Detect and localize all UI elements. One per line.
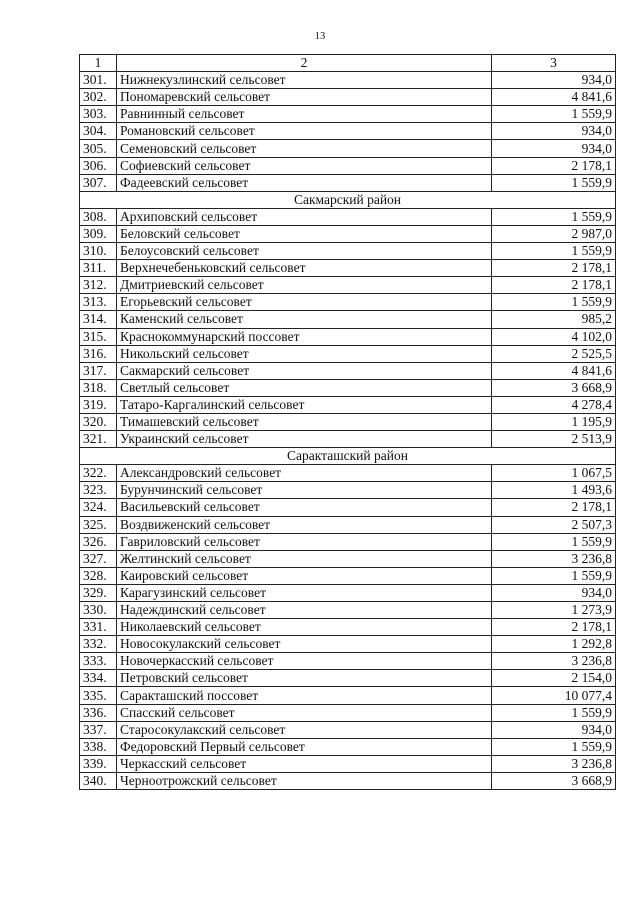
header-col-2: 2 bbox=[117, 55, 492, 72]
row-number: 320. bbox=[80, 413, 117, 430]
row-number: 325. bbox=[80, 516, 117, 533]
table-row bbox=[80, 602, 616, 619]
row-number: 331. bbox=[80, 619, 117, 636]
settlement-name: Романовский сельсовет bbox=[117, 123, 492, 140]
row-number: 306. bbox=[80, 157, 117, 174]
table-row bbox=[80, 294, 616, 311]
header-col-1: 1 bbox=[80, 55, 117, 72]
table-header-row bbox=[80, 55, 616, 72]
table-row bbox=[80, 567, 616, 584]
settlement-name: Каировский сельсовет bbox=[117, 567, 492, 584]
row-value: 934,0 bbox=[492, 123, 616, 140]
table-row bbox=[80, 345, 616, 362]
settlement-name: Белоусовский сельсовет bbox=[117, 243, 492, 260]
row-value: 1 493,6 bbox=[492, 482, 616, 499]
table-row bbox=[80, 619, 616, 636]
table-row bbox=[80, 208, 616, 225]
table-row bbox=[80, 550, 616, 567]
header-col-3: 3 bbox=[492, 55, 616, 72]
row-value: 2 178,1 bbox=[492, 499, 616, 516]
district-heading: Саракташский район bbox=[80, 448, 616, 465]
row-number: 328. bbox=[80, 567, 117, 584]
allocation-table bbox=[79, 54, 616, 790]
row-value: 2 178,1 bbox=[492, 619, 616, 636]
row-value: 1 559,9 bbox=[492, 294, 616, 311]
row-number: 324. bbox=[80, 499, 117, 516]
table-row bbox=[80, 157, 616, 174]
settlement-name: Украинский сельсовет bbox=[117, 431, 492, 448]
row-value: 4 278,4 bbox=[492, 396, 616, 413]
row-number: 316. bbox=[80, 345, 117, 362]
row-value: 1 559,9 bbox=[492, 243, 616, 260]
table-row bbox=[80, 72, 616, 89]
table-row bbox=[80, 687, 616, 704]
row-number: 310. bbox=[80, 243, 117, 260]
row-value: 2 178,1 bbox=[492, 157, 616, 174]
settlement-name: Краснокоммунарский поссовет bbox=[117, 328, 492, 345]
row-value: 934,0 bbox=[492, 140, 616, 157]
row-number: 305. bbox=[80, 140, 117, 157]
table-row bbox=[80, 396, 616, 413]
table-row bbox=[80, 140, 616, 157]
row-number: 314. bbox=[80, 311, 117, 328]
row-number: 311. bbox=[80, 260, 117, 277]
row-value: 1 559,9 bbox=[492, 106, 616, 123]
row-number: 330. bbox=[80, 602, 117, 619]
row-value: 1 559,9 bbox=[492, 738, 616, 755]
table-row bbox=[80, 482, 616, 499]
table-row bbox=[80, 260, 616, 277]
settlement-name: Равнинный сельсовет bbox=[117, 106, 492, 123]
row-value: 10 077,4 bbox=[492, 687, 616, 704]
settlement-name: Софиевский сельсовет bbox=[117, 157, 492, 174]
row-number: 321. bbox=[80, 431, 117, 448]
settlement-name: Спасский сельсовет bbox=[117, 704, 492, 721]
row-value: 1 559,9 bbox=[492, 567, 616, 584]
settlement-name: Каменский сельсовет bbox=[117, 311, 492, 328]
settlement-name: Воздвиженский сельсовет bbox=[117, 516, 492, 533]
settlement-name: Желтинский сельсовет bbox=[117, 550, 492, 567]
settlement-name: Сакмарский сельсовет bbox=[117, 362, 492, 379]
row-value: 985,2 bbox=[492, 311, 616, 328]
row-value: 3 668,9 bbox=[492, 772, 616, 789]
settlement-name: Архиповский сельсовет bbox=[117, 208, 492, 225]
row-value: 1 559,9 bbox=[492, 704, 616, 721]
settlement-name: Карагузинский сельсовет bbox=[117, 584, 492, 601]
table-row bbox=[80, 379, 616, 396]
row-number: 302. bbox=[80, 89, 117, 106]
table-row bbox=[80, 670, 616, 687]
table-row bbox=[80, 772, 616, 789]
table-row bbox=[80, 328, 616, 345]
table-row bbox=[80, 174, 616, 191]
settlement-name: Васильевский сельсовет bbox=[117, 499, 492, 516]
row-number: 326. bbox=[80, 533, 117, 550]
settlement-name: Николаевский сельсовет bbox=[117, 619, 492, 636]
row-number: 337. bbox=[80, 721, 117, 738]
page-number: 13 bbox=[314, 31, 326, 42]
row-value: 934,0 bbox=[492, 72, 616, 89]
table-row bbox=[80, 755, 616, 772]
table-row bbox=[80, 311, 616, 328]
row-number: 335. bbox=[80, 687, 117, 704]
row-number: 338. bbox=[80, 738, 117, 755]
row-value: 3 668,9 bbox=[492, 379, 616, 396]
table-row bbox=[80, 413, 616, 430]
row-number: 339. bbox=[80, 755, 117, 772]
row-number: 309. bbox=[80, 225, 117, 242]
row-number: 308. bbox=[80, 208, 117, 225]
table-row bbox=[80, 89, 616, 106]
settlement-name: Александровский сельсовет bbox=[117, 465, 492, 482]
row-number: 307. bbox=[80, 174, 117, 191]
row-number: 304. bbox=[80, 123, 117, 140]
table-row bbox=[80, 653, 616, 670]
row-number: 340. bbox=[80, 772, 117, 789]
row-number: 317. bbox=[80, 362, 117, 379]
row-number: 334. bbox=[80, 670, 117, 687]
table-row bbox=[80, 499, 616, 516]
row-value: 3 236,8 bbox=[492, 653, 616, 670]
row-value: 4 102,0 bbox=[492, 328, 616, 345]
row-number: 333. bbox=[80, 653, 117, 670]
settlement-name: Егорьевский сельсовет bbox=[117, 294, 492, 311]
row-value: 3 236,8 bbox=[492, 755, 616, 772]
row-value: 2 987,0 bbox=[492, 225, 616, 242]
settlement-name: Татаро-Каргалинский сельсовет bbox=[117, 396, 492, 413]
settlement-name: Надеждинский сельсовет bbox=[117, 602, 492, 619]
row-value: 2 154,0 bbox=[492, 670, 616, 687]
settlement-name: Семеновский сельсовет bbox=[117, 140, 492, 157]
table-row bbox=[80, 533, 616, 550]
settlement-name: Петровский сельсовет bbox=[117, 670, 492, 687]
row-value: 934,0 bbox=[492, 584, 616, 601]
table-row bbox=[80, 123, 616, 140]
table-row bbox=[80, 243, 616, 260]
settlement-name: Пономаревский сельсовет bbox=[117, 89, 492, 106]
table-row bbox=[80, 277, 616, 294]
table-row bbox=[80, 738, 616, 755]
row-value: 1 195,9 bbox=[492, 413, 616, 430]
table-row bbox=[80, 636, 616, 653]
row-value: 1 067,5 bbox=[492, 465, 616, 482]
settlement-name: Черкасский сельсовет bbox=[117, 755, 492, 772]
row-number: 303. bbox=[80, 106, 117, 123]
row-value: 1 273,9 bbox=[492, 602, 616, 619]
settlement-name: Тимашевский сельсовет bbox=[117, 413, 492, 430]
settlement-name: Бурунчинский сельсовет bbox=[117, 482, 492, 499]
settlement-name: Новочеркасский сельсовет bbox=[117, 653, 492, 670]
table-row bbox=[80, 465, 616, 482]
district-heading: Сакмарский район bbox=[80, 191, 616, 208]
settlement-name: Светлый сельсовет bbox=[117, 379, 492, 396]
table-row bbox=[80, 704, 616, 721]
row-number: 323. bbox=[80, 482, 117, 499]
row-number: 313. bbox=[80, 294, 117, 311]
settlement-name: Никольский сельсовет bbox=[117, 345, 492, 362]
row-number: 312. bbox=[80, 277, 117, 294]
row-number: 301. bbox=[80, 72, 117, 89]
row-number: 322. bbox=[80, 465, 117, 482]
settlement-name: Верхнечебеньковский сельсовет bbox=[117, 260, 492, 277]
row-value: 3 236,8 bbox=[492, 550, 616, 567]
table-row bbox=[80, 106, 616, 123]
row-number: 319. bbox=[80, 396, 117, 413]
table-row bbox=[80, 584, 616, 601]
row-number: 332. bbox=[80, 636, 117, 653]
row-value: 2 513,9 bbox=[492, 431, 616, 448]
table-row bbox=[80, 721, 616, 738]
settlement-name: Беловский сельсовет bbox=[117, 225, 492, 242]
row-number: 315. bbox=[80, 328, 117, 345]
table-row bbox=[80, 225, 616, 242]
row-number: 318. bbox=[80, 379, 117, 396]
row-value: 1 559,9 bbox=[492, 174, 616, 191]
row-value: 4 841,6 bbox=[492, 89, 616, 106]
table-row bbox=[80, 431, 616, 448]
settlement-name: Гавриловский сельсовет bbox=[117, 533, 492, 550]
row-value: 2 178,1 bbox=[492, 277, 616, 294]
settlement-name: Дмитриевский сельсовет bbox=[117, 277, 492, 294]
district-heading-row bbox=[80, 191, 616, 208]
row-value: 1 292,8 bbox=[492, 636, 616, 653]
row-value: 4 841,6 bbox=[492, 362, 616, 379]
settlement-name: Черноотрожский сельсовет bbox=[117, 772, 492, 789]
row-value: 1 559,9 bbox=[492, 533, 616, 550]
settlement-name: Федоровский Первый сельсовет bbox=[117, 738, 492, 755]
row-value: 934,0 bbox=[492, 721, 616, 738]
settlement-name: Нижнекузлинский сельсовет bbox=[117, 72, 492, 89]
row-value: 2 525,5 bbox=[492, 345, 616, 362]
settlement-name: Саракташский поссовет bbox=[117, 687, 492, 704]
settlement-name: Старосокулакский сельсовет bbox=[117, 721, 492, 738]
table-row bbox=[80, 362, 616, 379]
table-row bbox=[80, 516, 616, 533]
settlement-name: Новосокулакский сельсовет bbox=[117, 636, 492, 653]
row-number: 329. bbox=[80, 584, 117, 601]
row-value: 2 178,1 bbox=[492, 260, 616, 277]
settlement-name: Фадеевский сельсовет bbox=[117, 174, 492, 191]
row-number: 336. bbox=[80, 704, 117, 721]
row-value: 2 507,3 bbox=[492, 516, 616, 533]
table-body bbox=[80, 55, 616, 790]
district-heading-row bbox=[80, 448, 616, 465]
row-value: 1 559,9 bbox=[492, 208, 616, 225]
row-number: 327. bbox=[80, 550, 117, 567]
